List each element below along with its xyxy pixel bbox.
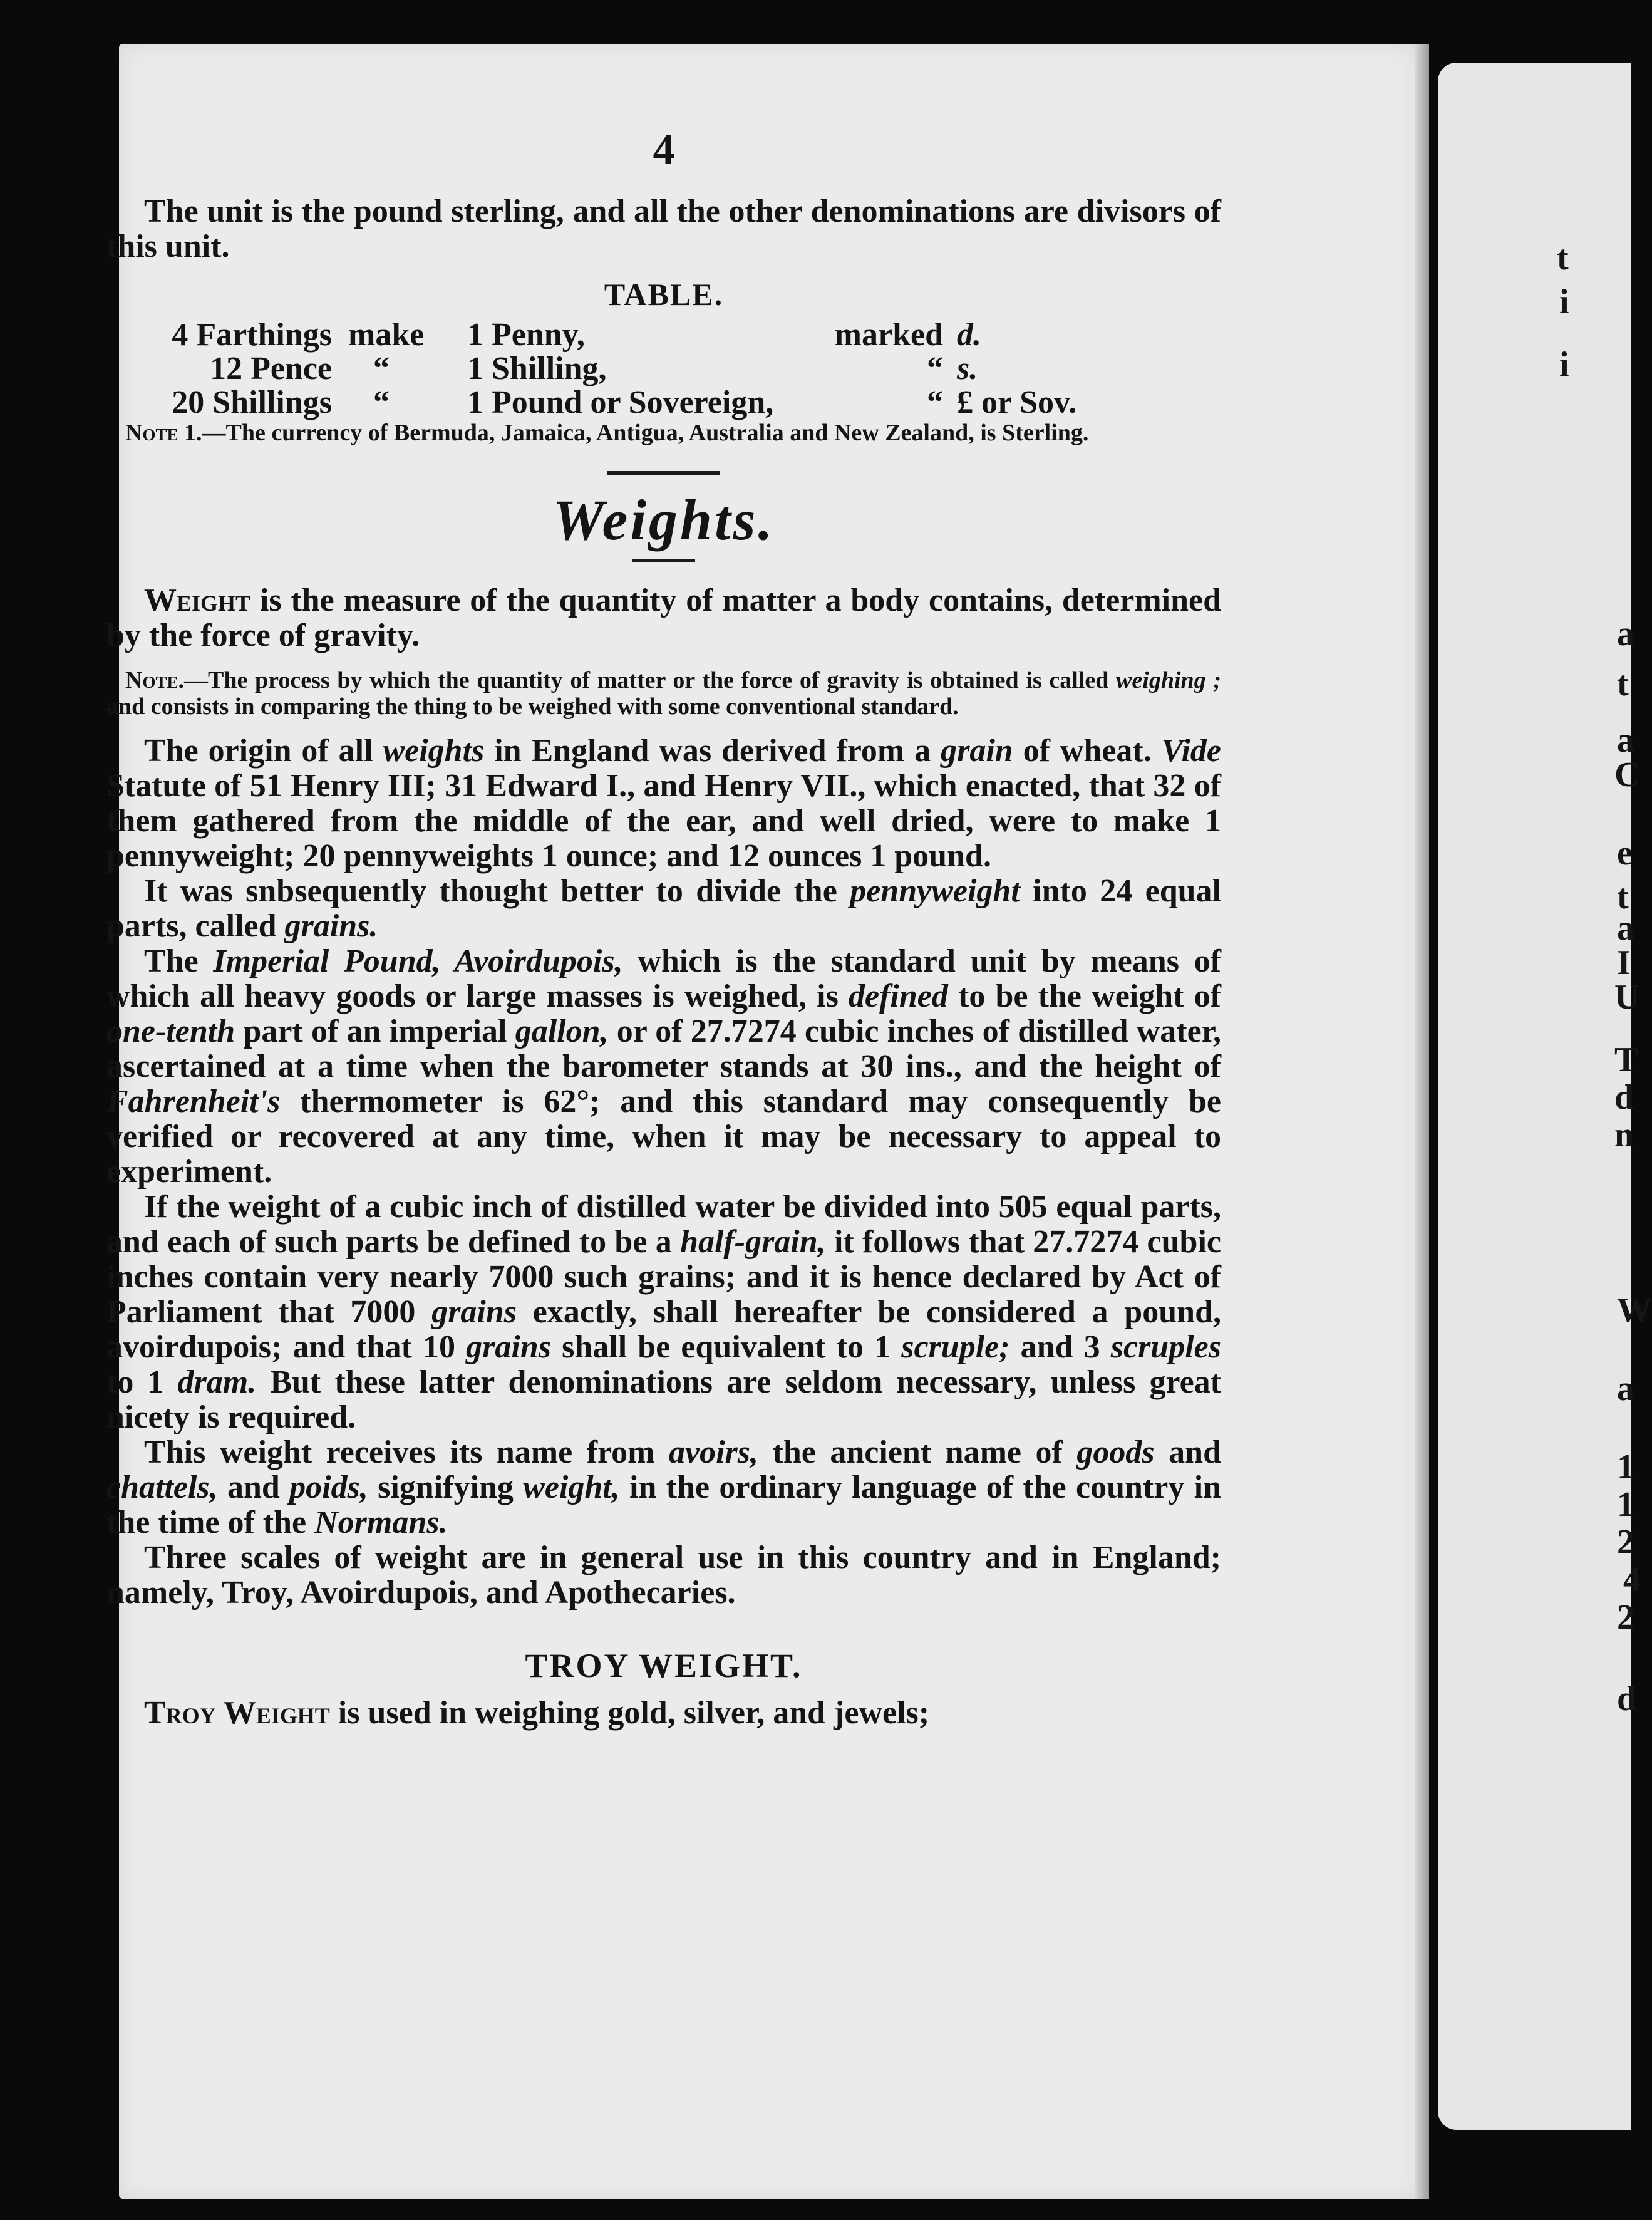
facing-fragment: W [1617, 1291, 1652, 1330]
text: in England was derived from a [484, 733, 941, 769]
table-cell: marked [834, 317, 943, 353]
text: thermometer is 62°; and this standard may consequently be verified or recovered at any time, when it may be necessary to appeal to experiment. [106, 1084, 1221, 1190]
facing-fragment: a [1617, 1369, 1634, 1408]
emphasis: Fahrenheit's [106, 1084, 281, 1119]
note-currency [106, 420, 1221, 446]
table-row [106, 318, 1221, 352]
facing-fragment: T [1614, 1040, 1638, 1079]
section-title: Weights. [552, 488, 775, 552]
cubic-paragraph [106, 1190, 1221, 1435]
text: and consists in comparing the thing to be weighed with some conventional standard. [106, 693, 959, 720]
emphasis: Normans. [314, 1505, 448, 1540]
lead-word: Weight [144, 583, 251, 618]
table-cell [957, 318, 1221, 352]
intro-paragraph: The unit is the pound sterling, and all the other denominations are divisors of this unit. [106, 194, 1221, 264]
emphasis: poids, [289, 1470, 368, 1505]
divider [632, 559, 695, 562]
table-row [106, 386, 1221, 420]
text: The origin of all [144, 733, 383, 769]
text: The [144, 943, 214, 979]
note-label: Note. [125, 667, 184, 693]
table-cell: 1 Pound or Sovereign, [467, 385, 774, 420]
scales-paragraph: Three scales of weight are in general use in this country and in England; namely, Troy, Avoirdupois, and Apothecaries. [106, 1540, 1221, 1611]
table-cell: “ [927, 351, 943, 386]
facing-page [1438, 63, 1652, 2130]
weight-definition [106, 583, 1221, 653]
facing-fragment: 1 [1617, 1485, 1634, 1524]
text: in the ordinary language of the country in the time of the [106, 1470, 1221, 1540]
text: This weight receives its name from [144, 1434, 669, 1470]
facing-fragment: U [1614, 978, 1640, 1017]
emphasis: pennyweight [850, 873, 1020, 909]
facing-fragment: a [1617, 615, 1634, 653]
emphasis: defined [848, 978, 948, 1014]
table-cell: £ or Sov. [957, 385, 1077, 420]
facing-fragment: a [1617, 909, 1634, 948]
text: shall be equivalent to 1 [551, 1329, 902, 1365]
facing-fragment: 4 [1623, 1560, 1641, 1599]
emphasis: weight, [523, 1470, 620, 1505]
text: is the measure of the quantity of matter a body contains, determined by the force of gravity. [106, 583, 1221, 653]
text: signifying [368, 1470, 524, 1505]
text: exactly, shall hereafter be considered a pound, avoirdupois; and that 10 [106, 1294, 1221, 1365]
page-content [106, 125, 1221, 1731]
table-cell: 20 Shillings [172, 385, 332, 420]
emphasis: one-tenth [106, 1014, 235, 1049]
emphasis: grains [466, 1329, 551, 1365]
subsequent-paragraph [106, 874, 1221, 944]
table-cell: 1 Shilling, [467, 351, 607, 386]
table-cell: “ [373, 385, 390, 420]
facing-fragment: t [1557, 239, 1569, 278]
table-cell: 1 Penny, [467, 317, 585, 353]
page-edge [1415, 44, 1429, 2199]
emphasis: goods [1076, 1434, 1155, 1470]
text: to be the weight of [947, 978, 1221, 1014]
text: the ancient name of [758, 1434, 1077, 1470]
text: which is the standard unit by means of which all heavy goods or large masses is weighed, is [106, 943, 1221, 1014]
troy-paragraph [106, 1696, 1221, 1731]
emphasis: weights [383, 733, 485, 769]
facing-fragment: 2 [1617, 1598, 1634, 1637]
facing-fragment: i [1559, 345, 1569, 384]
facing-fragment: d [1617, 1679, 1637, 1718]
lead-word: Troy Weight [144, 1695, 330, 1731]
facing-fragment: I [1617, 943, 1631, 982]
facing-fragment: e [1617, 834, 1633, 873]
text: and 3 [1009, 1329, 1111, 1365]
table-heading: TABLE. [604, 277, 724, 312]
text: —The process by which the quantity of matter or the force of gravity is obtained is called [183, 667, 1117, 693]
emphasis: scruples [1110, 1329, 1221, 1365]
text: is used in weighing gold, silver, and jewels; [329, 1695, 930, 1731]
emphasis: Imperial Pound, Avoirdupois, [213, 943, 623, 979]
emphasis: grain [941, 733, 1013, 769]
table-cell: “ [927, 385, 943, 420]
facing-fragment: a [1617, 721, 1634, 760]
text: of wheat. [1013, 733, 1162, 769]
text: into 24 equal parts, called [106, 873, 1221, 944]
facing-fragment: C [1614, 755, 1640, 794]
emphasis: avoirs, [669, 1434, 759, 1470]
emphasis: gallon, [515, 1014, 609, 1049]
currency-table [106, 318, 1221, 420]
note-text: —The currency of Bermuda, Jamaica, Antigua, Australia and New Zealand, is Sterling. [202, 420, 1089, 446]
note-label: Note 1. [125, 420, 202, 446]
text: and [1154, 1434, 1221, 1470]
facing-fragment: t [1617, 665, 1629, 703]
text: It was snbsequently thought better to divide the [144, 873, 850, 909]
facing-fragment: d [1614, 1078, 1634, 1117]
facing-fragment: t [1617, 878, 1629, 916]
text: or of 27.7274 cubic inches of distilled water, ascertained at a time when the barometer stands at 30 ins., and the height of [106, 1014, 1222, 1084]
table-cell: 12 Pence [210, 351, 332, 386]
troy-heading: TROY WEIGHT. [525, 1647, 803, 1684]
table-cell: 4 Farthings [172, 317, 332, 353]
table-symbol: s. [957, 351, 978, 386]
name-origin-paragraph [106, 1435, 1221, 1540]
emphasis: weighing ; [1116, 667, 1222, 693]
table-row [106, 352, 1221, 386]
table-cell [957, 352, 1221, 386]
imperial-paragraph [106, 944, 1221, 1190]
emphasis: half-grain, [680, 1224, 826, 1260]
text: it follows that 27.7274 cubic inches contain very nearly 7000 such grains; and it is hence declared by Act of Parliament that 7000 [106, 1224, 1221, 1330]
emphasis: dram. [177, 1364, 257, 1400]
note-weighing [106, 667, 1221, 720]
origin-paragraph [106, 734, 1221, 874]
text: and [217, 1470, 290, 1505]
text: to 1 [106, 1364, 178, 1400]
facing-fragment: i [1559, 283, 1569, 321]
facing-fragment: n [1614, 1116, 1634, 1154]
emphasis: Vide [1161, 733, 1221, 769]
divider [607, 471, 720, 475]
text: part of an imperial [235, 1014, 515, 1049]
facing-fragment: 2 [1617, 1523, 1634, 1562]
table-symbol: d. [957, 317, 981, 353]
table-cell: “ [373, 351, 390, 386]
text: But these latter denominations are seldom necessary, unless great nicety is required. [106, 1364, 1221, 1435]
emphasis: chattels, [106, 1470, 218, 1505]
text: If the weight of a cubic inch of distilled water be divided into 505 equal parts, and each of such parts be defined to be a [106, 1189, 1221, 1260]
emphasis: grains. [284, 908, 378, 944]
page-number: 4 [653, 126, 675, 174]
emphasis: grains [431, 1294, 517, 1330]
emphasis: scruple; [901, 1329, 1010, 1365]
table-cell: make [348, 317, 425, 353]
facing-fragment: 1 [1617, 1448, 1634, 1486]
text: Statute of 51 Henry III; 31 Edward I., and Henry VII., which enacted, that 32 of them gathered from the middle of the ear, and well dried, were to make 1 pennyweight; 20 pennyweights 1 ounce; and 12 ounces 1 pound. [106, 768, 1221, 874]
